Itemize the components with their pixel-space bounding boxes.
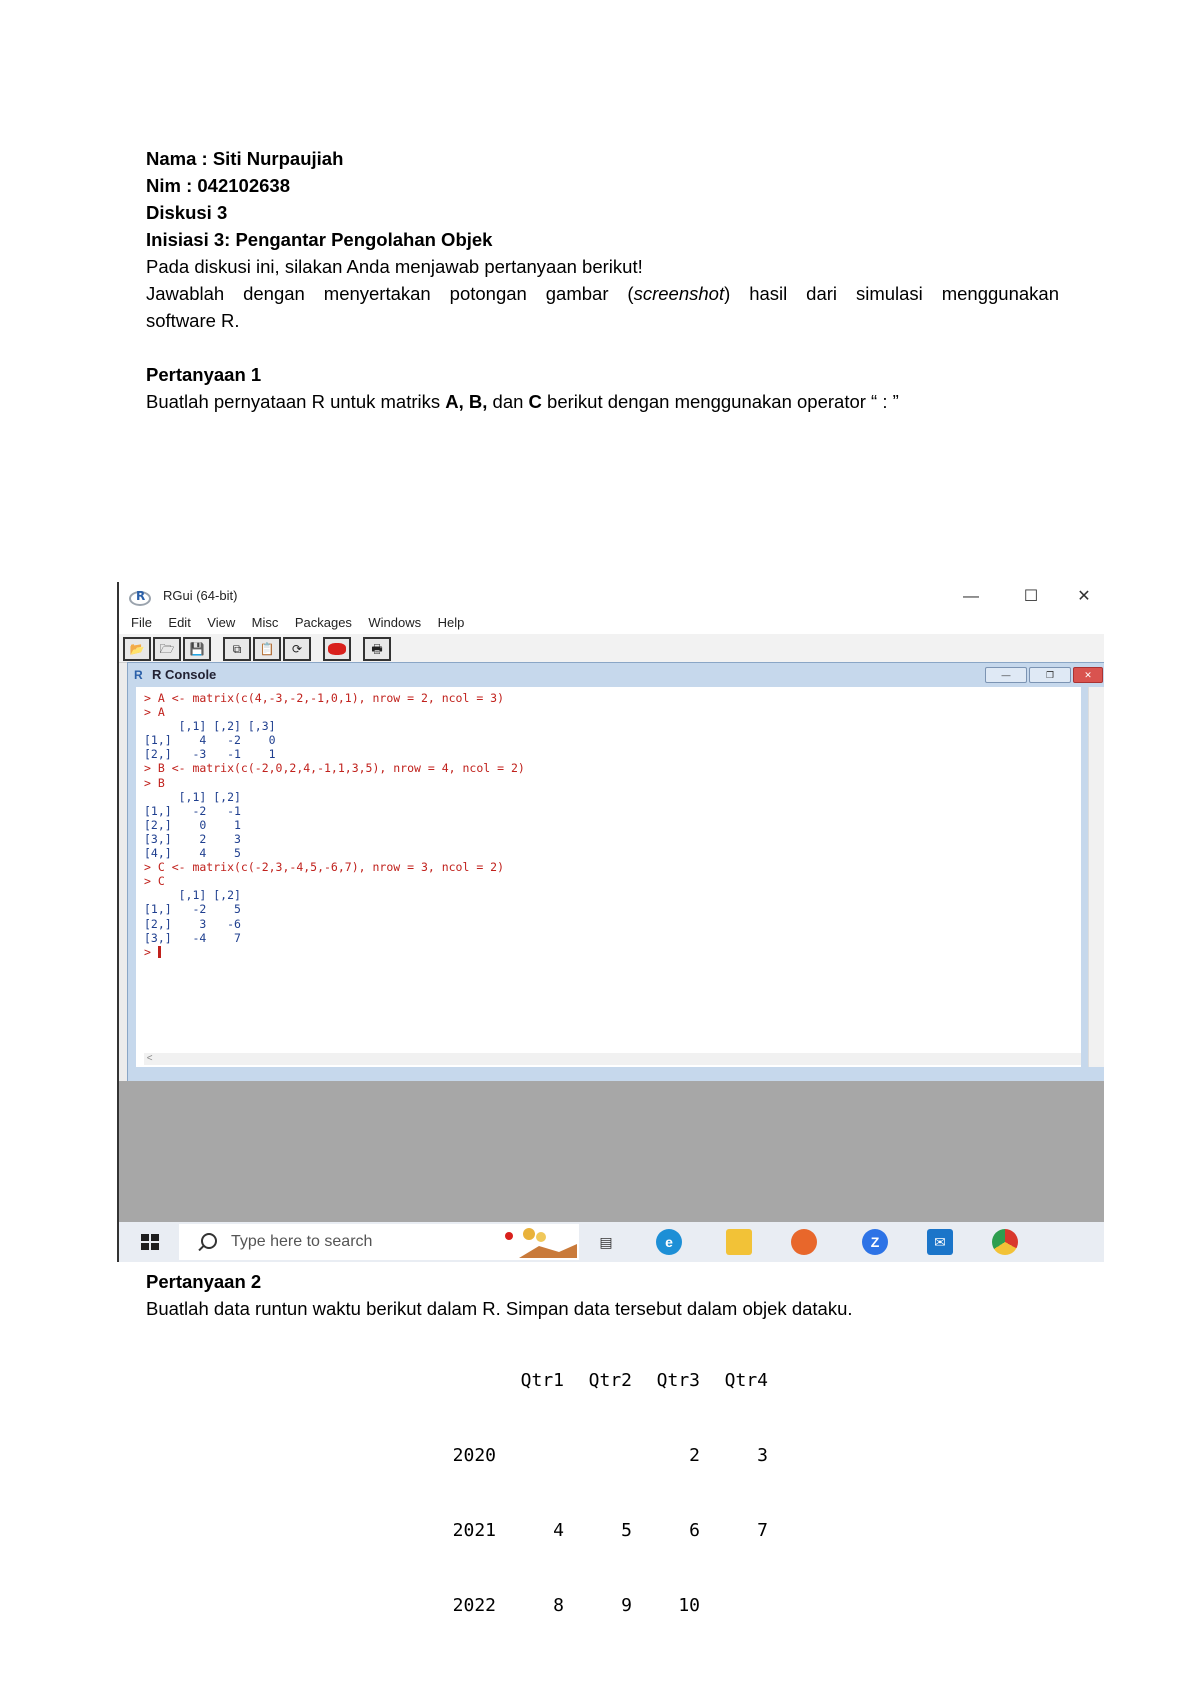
- table-cell: [700, 1593, 768, 1618]
- console-command-line: > A <- matrix(c(4,-3,-2,-1,0,1), nrow = 2, ncol = 3): [144, 691, 505, 705]
- desktop-background: [119, 1081, 1104, 1223]
- windows-taskbar: [119, 1222, 1104, 1262]
- firefox-icon[interactable]: [791, 1229, 817, 1255]
- console-output-line: [,1] [,2] [,3]: [144, 719, 276, 734]
- paste-icon[interactable]: 📋: [253, 637, 281, 661]
- console-output-line: [4,] 4 5: [144, 846, 241, 861]
- r-console-icon: R: [134, 668, 143, 682]
- console-output-line: [2,] 3 -6: [144, 916, 241, 931]
- intro-text: Pada diskusi ini, silakan Anda menjawab pertanyaan berikut!: [146, 256, 643, 277]
- table-row: [430, 1443, 768, 1468]
- zoom-icon[interactable]: Z: [862, 1229, 888, 1255]
- console-command-line: > B <- matrix(c(-2,0,2,4,-1,1,3,5), nrow = 4, ncol = 2): [144, 761, 525, 776]
- time-series-table: [430, 1318, 768, 1668]
- load-workspace-icon[interactable]: 🗁: [153, 637, 181, 661]
- q1-text-pre: Buatlah pernyataan R untuk matriks: [146, 391, 446, 412]
- rgui-toolbar: [119, 634, 1104, 663]
- instruction-text: [146, 280, 1059, 307]
- console-output-line: [1,] -2 -1: [144, 803, 241, 818]
- table-cell: [496, 1443, 564, 1468]
- search-highlight-icon: [499, 1228, 577, 1258]
- table-cell: 10: [678, 1595, 700, 1616]
- file-explorer-icon[interactable]: [726, 1229, 752, 1255]
- vertical-scrollbar[interactable]: [1088, 687, 1104, 1067]
- table-cell: 6: [689, 1520, 700, 1541]
- menu-file[interactable]: File: [131, 615, 152, 630]
- console-output-line: [3,] 2 3: [144, 831, 241, 846]
- open-script-icon[interactable]: 📂: [123, 637, 151, 661]
- table-cell: [564, 1443, 632, 1468]
- console-output-line: [,1] [,2]: [144, 888, 241, 903]
- menu-edit[interactable]: Edit: [168, 615, 191, 630]
- question2-heading: Pertanyaan 2: [146, 1271, 262, 1292]
- discussion-number: Diskusi 3: [146, 202, 228, 223]
- chrome-icon[interactable]: [992, 1229, 1018, 1255]
- column-header: Qtr1: [520, 1370, 564, 1391]
- q1-text-bold2: C: [528, 391, 542, 412]
- question2-text: Buatlah data runtun waktu berikut dalam R. Simpan data tersebut dalam objek dataku.: [146, 1298, 853, 1319]
- console-minimize-button[interactable]: —: [985, 667, 1027, 683]
- console-lines: [144, 691, 525, 959]
- q1-text-bold: A, B,: [445, 391, 488, 412]
- initiation-title: Inisiasi 3: Pengantar Pengolahan Objek: [146, 229, 493, 250]
- console-output-line: [2,] 0 1: [144, 817, 241, 832]
- console-command-line: > C: [144, 874, 165, 889]
- question1-heading: Pertanyaan 1: [146, 364, 262, 385]
- console-command-line: > B: [144, 775, 165, 790]
- menu-misc[interactable]: Misc: [251, 615, 279, 630]
- table-cell: 9: [621, 1595, 632, 1616]
- q1-text-mid: dan: [487, 391, 529, 412]
- horizontal-scrollbar[interactable]: <: [144, 1053, 1081, 1065]
- console-output-line: [2,] -3 -1 1: [144, 747, 276, 762]
- console-restore-button[interactable]: ❐: [1029, 667, 1071, 683]
- windows-start-icon[interactable]: [141, 1234, 159, 1250]
- table-cell: 5: [621, 1520, 632, 1541]
- table-cell: 7: [757, 1520, 768, 1541]
- console-command-line: > A: [144, 705, 165, 720]
- r-console-title: R Console: [152, 667, 217, 682]
- console-output-line: [3,] -4 7: [144, 930, 241, 945]
- question1-text: [146, 388, 899, 415]
- column-header: Qtr2: [588, 1370, 632, 1391]
- table-cell: 2: [689, 1445, 700, 1466]
- column-header: Qtr4: [724, 1370, 768, 1391]
- row-year: 2021: [452, 1520, 496, 1541]
- maximize-button[interactable]: ☐: [1023, 588, 1039, 605]
- console-output-line: [1,] -2 5: [144, 902, 241, 917]
- rgui-window-title: RGui (64-bit): [163, 588, 238, 603]
- instruction-italic: screenshot: [633, 283, 725, 304]
- mail-icon[interactable]: ✉: [927, 1229, 953, 1255]
- rgui-screenshot: [117, 582, 1104, 1262]
- table-cell: 3: [757, 1445, 768, 1466]
- table-row: [430, 1518, 768, 1543]
- copy-icon[interactable]: ⧉: [223, 637, 251, 661]
- column-header: Qtr3: [656, 1370, 700, 1391]
- menu-help[interactable]: Help: [437, 615, 465, 630]
- refresh-icon[interactable]: ⟳: [283, 637, 311, 661]
- taskbar-search-box[interactable]: [179, 1224, 579, 1260]
- instruction-text-cont: software R.: [146, 310, 240, 331]
- q1-text-post: berikut dengan menggunakan operator “ : ”: [541, 391, 899, 412]
- menu-windows[interactable]: Windows: [368, 615, 422, 630]
- instruction-part2-first: ) hasil dari simulasi menggunakan: [724, 283, 1059, 304]
- close-button[interactable]: ✕: [1077, 588, 1091, 605]
- print-icon[interactable]: 🖶: [363, 637, 391, 661]
- console-close-button[interactable]: ✕: [1073, 667, 1103, 683]
- r-logo-icon: R: [131, 590, 157, 604]
- instruction-part1: Jawablah dengan menyertakan potongan gambar (: [146, 283, 634, 304]
- student-nim: Nim : 042102638: [146, 175, 290, 196]
- row-year: 2022: [452, 1595, 496, 1616]
- taskbar-search-placeholder: Type here to search: [231, 1233, 373, 1250]
- stop-icon[interactable]: [323, 637, 351, 661]
- console-output-line: [,1] [,2]: [144, 789, 241, 804]
- console-command-line: >: [144, 944, 158, 959]
- row-year: 2020: [452, 1445, 496, 1466]
- text-cursor: [158, 946, 161, 958]
- table-row: [430, 1593, 768, 1618]
- student-name: Nama : Siti Nurpaujiah: [146, 148, 344, 169]
- r-console-window: [127, 662, 1104, 1082]
- console-command-line: > C <- matrix(c(-2,3,-4,5,-6,7), nrow = 3, ncol = 2): [144, 860, 505, 875]
- r-console-output[interactable]: [136, 687, 1081, 1067]
- rgui-menubar: [119, 612, 1104, 634]
- menu-packages[interactable]: Packages: [294, 615, 352, 630]
- table-cell: 8: [553, 1595, 564, 1616]
- table-header-row: [430, 1368, 768, 1393]
- task-view-icon[interactable]: ▤: [599, 1234, 613, 1250]
- menu-view[interactable]: View: [207, 615, 236, 630]
- search-icon: [201, 1233, 217, 1249]
- minimize-button[interactable]: —: [963, 588, 979, 605]
- save-icon[interactable]: 💾: [183, 637, 211, 661]
- rgui-titlebar: [119, 582, 1104, 612]
- edge-browser-icon[interactable]: e: [656, 1229, 682, 1255]
- console-output-line: [1,] 4 -2 0: [144, 733, 276, 748]
- table-cell: 4: [553, 1520, 564, 1541]
